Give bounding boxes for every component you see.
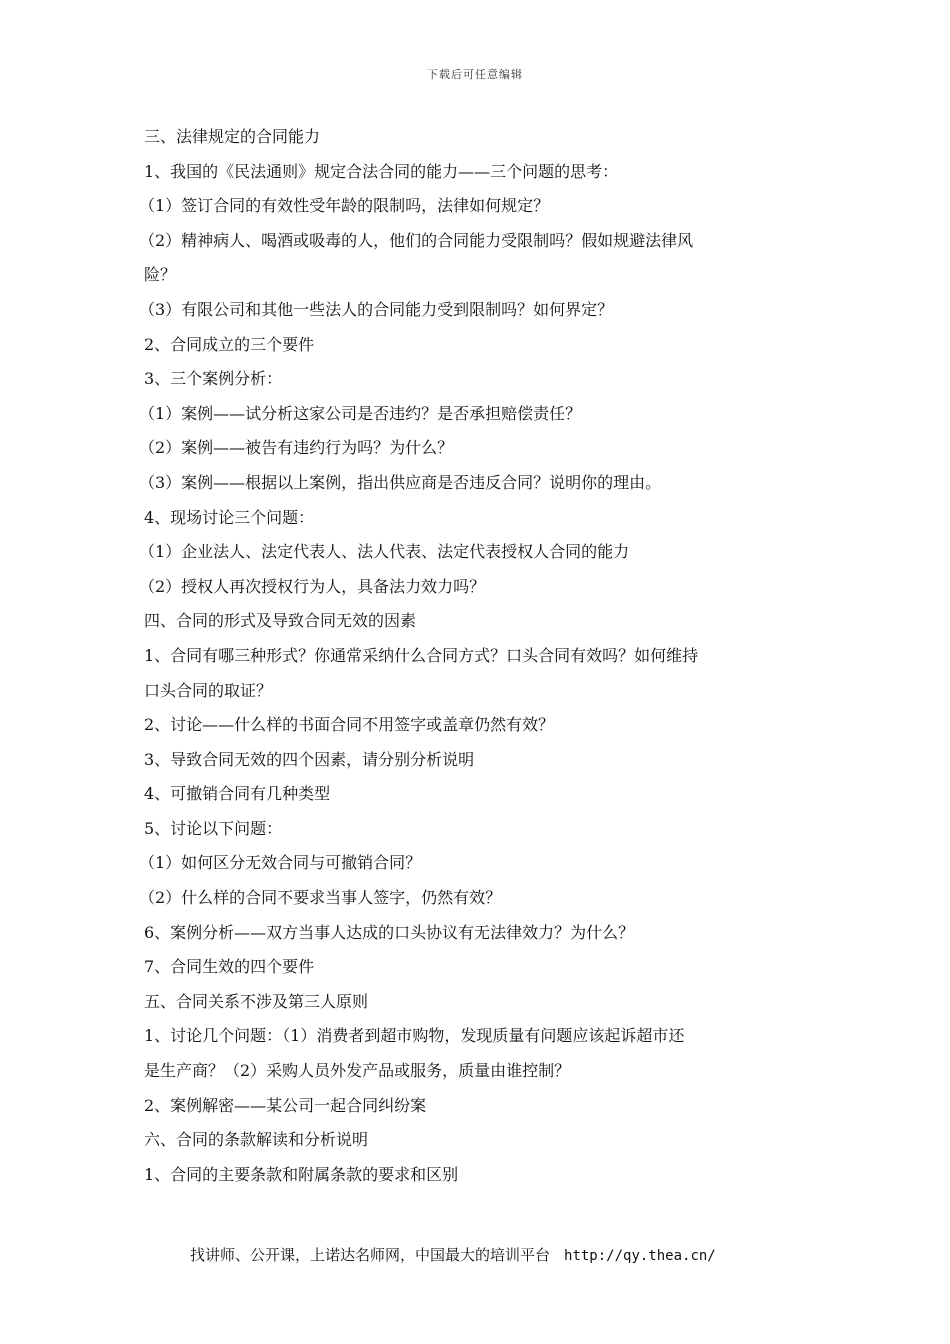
sub-list-item: （3）案例——根据以上案例，指出供应商是否违反合同？说明你的理由。	[139, 472, 662, 492]
header-note: 下载后可任意编辑	[427, 68, 523, 81]
footer-url-link[interactable]: http://qy.thea.cn/	[564, 1248, 716, 1264]
list-item: 1、合同的主要条款和附属条款的要求和区别	[144, 1164, 459, 1184]
sub-list-item: （1）企业法人、法定代表人、法人代表、法定代表授权人合同的能力	[139, 542, 630, 562]
sub-list-item: （2）授权人再次授权行为人，具备法力效力吗？	[139, 576, 486, 596]
sub-list-item: （1）案例——试分析这家公司是否违约？是否承担赔偿责任？	[139, 403, 582, 423]
list-item: 1、我国的《民法通则》规定合法合同的能力——三个问题的思考：	[144, 161, 619, 181]
section-heading: 五、合同关系不涉及第三人原则	[144, 991, 369, 1011]
list-item: 2、案例解密——某公司一起合同纠纷案	[144, 1095, 427, 1115]
list-item: 4、现场讨论三个问题：	[144, 507, 315, 527]
list-item: 1、讨论几个问题：（1）消费者到超市购物，发现质量有问题应该起诉超市还	[144, 1026, 685, 1046]
list-item: 7、合同生效的四个要件	[144, 957, 315, 977]
sub-list-item: （2）什么样的合同不要求当事人签字，仍然有效？	[139, 888, 502, 908]
list-item: 1、合同有哪三种形式？你通常采纳什么合同方式？口头合同有效吗？如何维持	[144, 645, 699, 665]
list-item: 2、合同成立的三个要件	[144, 334, 315, 354]
list-item: 5、讨论以下问题：	[144, 818, 283, 838]
sub-list-item: （3）有限公司和其他一些法人的合同能力受到限制吗？如何界定？	[139, 299, 614, 319]
list-item: 2、讨论——什么样的书面合同不用签字或盖章仍然有效？	[144, 715, 555, 735]
list-item-continuation: 是生产商？（2）采购人员外发产品或服务，质量由谁控制？	[144, 1061, 571, 1081]
list-item: 4、可撤销合同有几种类型	[144, 784, 331, 804]
document-body	[139, 120, 816, 1192]
sub-list-item: （1）签订合同的有效性受年龄的限制吗，法律如何规定？	[139, 196, 550, 216]
sub-list-item: （1）如何区分无效合同与可撤销合同？	[139, 853, 422, 873]
sub-list-item: （2）案例——被告有违约行为吗？为什么？	[139, 438, 454, 458]
section-heading: 四、合同的形式及导致合同无效的因素	[144, 611, 417, 631]
footer-text: 找讲师、公开课，上诺达名师网，中国最大的培训平台	[190, 1246, 551, 1264]
section-heading: 三、法律规定的合同能力	[144, 127, 321, 146]
list-item-continuation: 口头合同的取证？	[144, 680, 273, 700]
list-item: 3、导致合同无效的四个因素，请分别分析说明	[144, 749, 475, 769]
list-item: 6、案例分析——双方当事人达成的口头协议有无法律效力？为什么？	[144, 922, 635, 942]
section-heading: 六、合同的条款解读和分析说明	[144, 1130, 369, 1150]
footer	[190, 1244, 716, 1265]
list-item: 3、三个案例分析：	[144, 369, 283, 389]
list-item-continuation: 险？	[144, 265, 177, 285]
sub-list-item: （2）精神病人、喝酒或吸毒的人，他们的合同能力受限制吗？假如规避法律风	[139, 230, 694, 250]
